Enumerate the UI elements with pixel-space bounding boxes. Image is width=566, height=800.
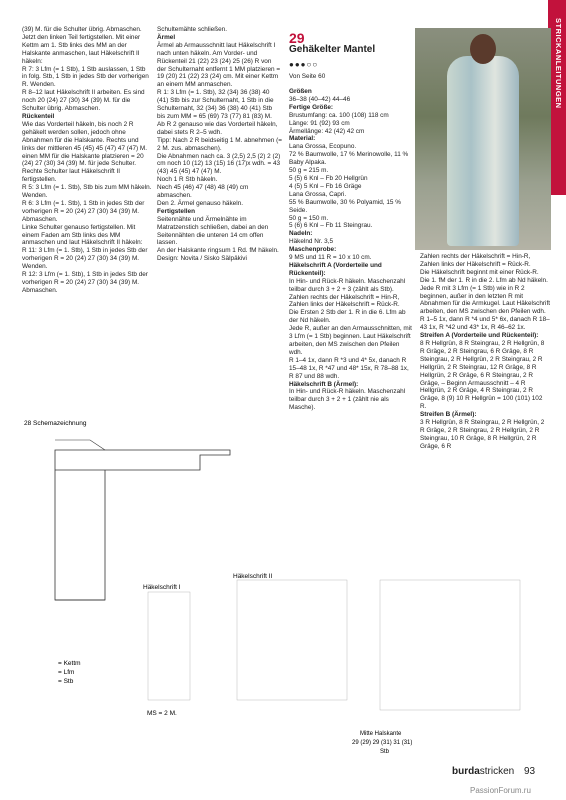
- schema-outline: [55, 450, 230, 600]
- paragraph: 5 (6) 6 Knl – Fb 11 Steingrau.: [289, 222, 373, 230]
- paragraph: Länge: 91 (92) 93 cm: [289, 119, 350, 127]
- paragraph: (39) M. für die Schulter übrig. Abmaschen.: [22, 26, 142, 33]
- paragraph: 8 R Hellgrün, 8 R Steingrau, 2 R Hellgrün, 8 R Gräge, 2 R Steingrau, 6 R Gräge, 8 R Steingrau, 2 R Hellgrün, 2 R Steingrau, 2 R Hellgrün, 2 R Steingrau, 12 R Gräge, 8 R Hellgrün, 2 R Gräge, 6 R Steingrau, 2 R Gräge, – Beginn Armausschnitt – 4 R Hellgrün, 2 R Gräge, 4 R Steingrau, 2 R Gräge, 8 (9) 10 R Hellgrün = 100 (101) 102 R.: [420, 339, 545, 411]
- paragraph: Maschenprobe:: [289, 246, 337, 254]
- paragraph: Die 1. fM der 1. R in die 2. Lfm ab Nd häkeln.: [420, 276, 548, 284]
- schema-title: 28 Schemazeichnung: [24, 420, 87, 427]
- pattern-number: 29: [289, 30, 305, 46]
- paragraph: R 1–4 1x, dann R *3 und 4* 5x, danach R 15–48 1x, R *47 und 48* 15x, R 78–88 1x, R 87 und 88 wdh.: [289, 356, 409, 380]
- paragraph: Noch 1 R Stb häkeln.: [157, 176, 218, 184]
- paragraph: R 7: 3 Lfm (= 1 Stb), 1 Stb auslassen, 1 Stb in folg. Stb, 1 Stb in jedes Stb der vorherigen R. Wenden.: [22, 65, 149, 89]
- pattern-title: Gehäkelter Mantel: [289, 44, 376, 55]
- paragraph: An der Halskante ringsum 1 Rd. fM häkeln.: [157, 247, 279, 255]
- pattern-ref: Von Seite 60: [289, 73, 326, 80]
- paragraph: Jede R, außer an den Armausschnitten, mit 3 Lfm (= 1 Stb) beginnen. Laut Häkelschrift arbeiten, den MS zwischen den Pfeilen wdh.: [289, 325, 412, 356]
- paragraph: Zahlen rechts der Häkelschrift = Hin-R, Zahlen links der Häkelschrift = Rück-R.: [289, 293, 400, 309]
- paragraph: Die Häkelschrift beginnt mit einer Rück-R.: [420, 268, 539, 276]
- paragraph: Streifen B (Ärmel):: [420, 411, 477, 419]
- paragraph: 50 g = 150 m.: [289, 214, 329, 222]
- ms-label: MS = 2 M.: [147, 710, 177, 717]
- paragraph: Brustumfang: ca. 100 (108) 118 cm: [289, 111, 389, 119]
- difficulty-rating: ●●●○○: [289, 60, 319, 69]
- chart-3: [380, 580, 520, 710]
- paragraph: R 1: 3 Lfm (= 1. Stb), 32 (34) 36 (38) 40 (41) Stb bis zur Schulternaht, 1 Stb in die Schulternaht, 32 (34) 36 (38) 40 (41) Stb bis zum MM = 65 (69) 73 (77) 81 (83) M.: [157, 89, 274, 120]
- legend-2: = Lfm: [58, 669, 75, 676]
- paragraph: Nech 45 (46) 47 (48) 48 (49) cm abmaschen.: [157, 184, 249, 200]
- paragraph: 72 % Baumwolle, 17 % Merinowolle, 11 % Baby Alpaka.: [289, 151, 409, 167]
- paragraph: Streifen A (Vorderteile und Rückenteil):: [420, 332, 539, 340]
- paragraph: Nadeln:: [289, 230, 313, 238]
- paragraph: Wie das Vorderteil häkeln, bis noch 2 R gehäkelt werden sollen, jedoch ohne Abnahmen für die Halskante. Rechts und links der mittleren 45 (45) 45 (47) 47 (47) M. einen MM für die Halskante platzieren = 20 (24) 27 (30) 34 (39) M. für jede Schulter. Rechte Schulter laut Häkelschrift II fertigstellen.: [22, 120, 148, 184]
- paragraph: R 12: 3 Lfm (= 1. Stb), 1 Stb in jedes Stb der vorherigen R = 20 (24) 27 (30) 34 (39) M. Abmaschen.: [22, 271, 148, 294]
- section-tab-label: STRICKANLEITUNGEN: [554, 18, 563, 109]
- chart-1-title: Häkelschrift I: [143, 584, 181, 591]
- paragraph: 4 (5) 5 Knl – Fb 16 Gräge: [289, 182, 362, 190]
- paragraph: 50 g = 215 m.: [289, 167, 329, 175]
- paragraph: R 8–12 laut Häkelschrift II arbeiten. Es sind noch 20 (24) 27 (30) 34 (39) M. für die Schulter übrig. Abmaschen.: [22, 89, 145, 113]
- page-number: 93: [524, 766, 536, 777]
- paragraph: Häkelschrift A (Vorderteile und Rückenteil):: [289, 261, 382, 277]
- footer-brand: burdastricken: [452, 766, 515, 777]
- chart-2: [237, 580, 347, 700]
- paragraph: Ärmellänge: 42 (42) 42 cm: [289, 127, 365, 135]
- paragraph: Ärmel ab Armausschnitt laut Häkelschrift I nach unten häkeln. Am Vorder- und Rückenteil 21 (22) 23 (24) 25 (26) R von der Schulternaht entfernt 1 MM platzieren = 19 (20) 21 (22) 23 (24) cm. Mit einer Kettm an einem MM anmaschen.: [157, 41, 281, 89]
- stb-label: Stb: [380, 749, 390, 755]
- paragraph: R 11: 3 Lfm (= 1. Stb), 1 Stb in jedes Stb der vorherigen R = 20 (24) 27 (30) 34 (39) M. Wenden.: [22, 247, 148, 271]
- chart-1: [148, 592, 190, 700]
- paragraph: Häkelschrift B (Ärmel):: [289, 380, 359, 388]
- paragraph: Häkelnd Nr. 3,5: [289, 238, 334, 246]
- paragraph: Ab R 2 genauso wie das Vorderteil häkeln, dabei stets R 2–5 wdh.: [157, 120, 278, 136]
- paragraph: Tipp: Nach 2 R beidseitig 1 M. abnehmen (= 2 M. zus. abmaschen).: [157, 136, 282, 152]
- paragraph: Die Abnahmen nach ca. 3 (2,5) 2,5 (2) 2 (2) cm noch 10 (12) 13 (15) 16 (17)x wdh. = 43 (43) 45 (45) 47 (47) M.: [157, 152, 281, 176]
- mitte-values: 29 (29) 29 (31) 31 (31): [352, 740, 413, 746]
- paragraph: 9 MS und 11 R = 10 x 10 cm.: [289, 254, 372, 262]
- paragraph: Ärmel: [157, 33, 176, 41]
- paragraph: Linke Schulter genauso fertigstellen. Mit einem Faden am Stb links des MM anmaschen und laut Häkelschrift II häkeln:: [22, 223, 143, 247]
- paragraph: 55 % Baumwolle, 30 % Polyamid, 15 % Seide.: [289, 198, 401, 214]
- paragraph: Seitennähte und Ärmelnähte im Matratzenstich schließen, dabei an den Seitennähten die unteren 14 cm offen lassen.: [157, 215, 269, 247]
- paragraph: Größen: [289, 88, 312, 95]
- paragraph: Die Ersten 2 Stb der 1. R in die 6. Lfm ab der Nd häkeln.: [289, 309, 406, 325]
- paragraph: Material:: [289, 135, 316, 143]
- mitte-label: Mitte Halskante: [360, 731, 402, 737]
- paragraph: Fertige Größe:: [289, 103, 334, 111]
- paragraph: Design: Novita / Sisko Sälpäkivi: [157, 255, 247, 263]
- paragraph: Fertigstellen: [157, 207, 195, 215]
- watermark: PassionForum.ru: [470, 786, 531, 795]
- paragraph: R 6: 3 Lfm (= 1. Stb), 1 Stb in jedes Stb der vorherigen R = 20 (24) 27 (30) 34 (39) M. Abmaschen.: [22, 199, 145, 223]
- paragraph: R 1–5 1x, dann R *4 und 5* 6x, danach R 18–43 1x, R *42 und 43* 1x, R 46–62 1x.: [420, 316, 550, 332]
- paragraph: Rückenteil: [22, 112, 55, 120]
- legend-3: = Stb: [58, 678, 74, 685]
- chart-2-title: Häkelschrift II: [233, 573, 273, 580]
- paragraph: Lana Grossa, Capri.: [289, 190, 347, 198]
- paragraph: Jetzt den linken Teil fertigstellen. Mit einer Kettm am 1. Stb links des MM an der Halskante anmaschen, laut Häkelschrift II häkeln:: [22, 33, 141, 65]
- paragraph: R 5: 3 Lfm (= 1. Stb), Stb bis zum MM häkeln. Wenden.: [22, 184, 152, 200]
- paragraph: Schultemähte schließen.: [157, 26, 227, 33]
- legend-1: = Kettm: [58, 660, 81, 667]
- paragraph: In Hin- und Rück-R häkeln. Maschenzahl teilbar durch 3 + 2 + 1 (zählt nie als Masche).: [289, 388, 406, 412]
- paragraph: Lana Grossa, Ecopuno.: [289, 143, 357, 151]
- paragraph: 3 R Hellgrün, 8 R Steingrau, 2 R Hellgrün, 2 R Gräge, 2 R Steingrau, 2 R Hellgrün, 2 R Steingrau, 10 R Gräge, 8 R Hellgrün, 2 R Gräge, 6 R: [420, 419, 545, 450]
- paragraph: Den 2. Ärmel genauso häkeln.: [157, 199, 243, 207]
- paragraph: Zahlen rechts der Häkelschrift = Hin-R, Zahlen links der Häkelschrift = Rück-R.: [420, 253, 531, 268]
- paragraph: In Hin- und Rück-R häkeln. Maschenzahl teilbar durch 3 + 2 + 3 (zählt als Stb).: [289, 277, 406, 293]
- paragraph: 5 (5) 6 Knl – Fb 20 Hellgrün: [289, 174, 368, 182]
- paragraph: Jede R mit 3 Lfm (= 1 Stb) wie in R 2 beginnen, außer in den letzten R mit Abnahmen für die Armkugel. Laut Häkelschrift arbeiten, den MS zwischen den Pfeilen wdh.: [420, 284, 551, 316]
- paragraph: 36–38 (40–42) 44–46: [289, 95, 351, 103]
